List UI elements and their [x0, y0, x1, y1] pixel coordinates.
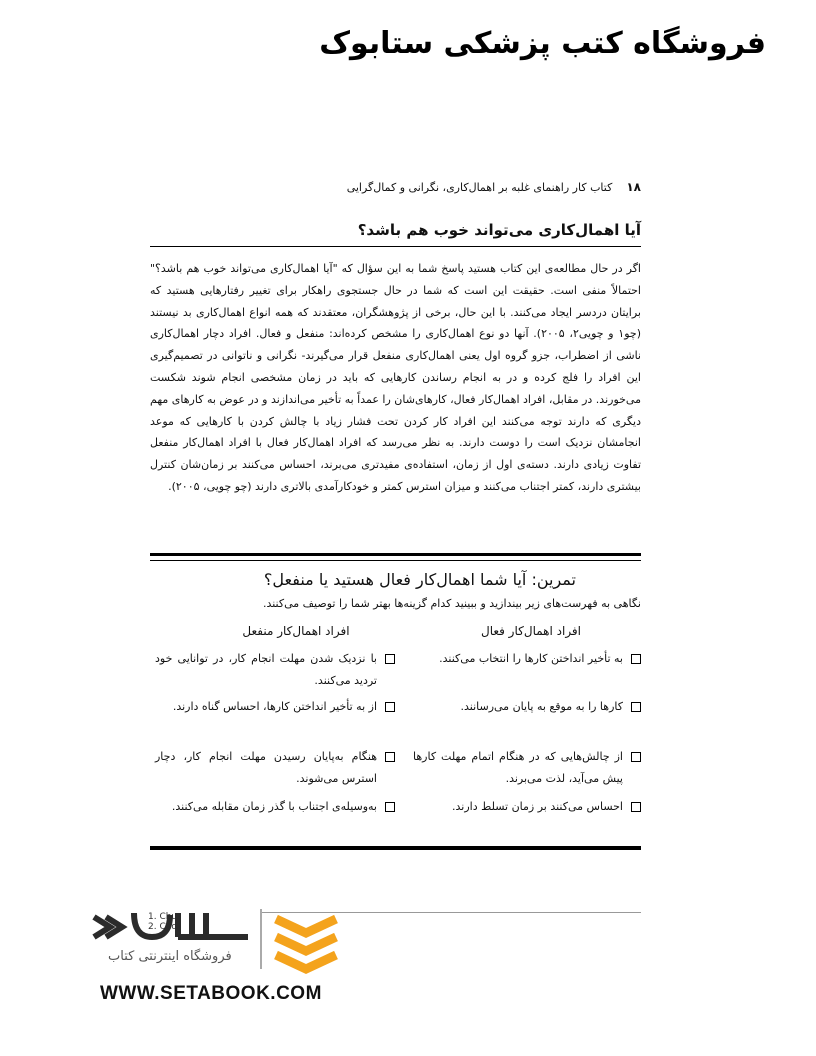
running-head: [150, 180, 641, 194]
exercise-top-rule-thin: [150, 560, 641, 561]
active-item: احساس می‌کنند بر زمان تسلط دارند.: [413, 796, 641, 818]
active-item: از چالش‌هایی که در هنگام اتمام مهلت کارها پیش می‌آید، لذت می‌برند.: [413, 746, 641, 790]
passive-column-heading: افراد اهمال‌کار منفعل: [242, 624, 350, 638]
section-title: آیا اهمال‌کاری می‌تواند خوب هم باشد؟: [357, 221, 641, 239]
checkbox[interactable]: [385, 654, 395, 664]
body-paragraph: اگر در حال مطالعه‌ی این کتاب هستید پاسخ شما به این سؤال که "آیا اهمال‌کاری می‌تواند خوب هم باشد؟" احتمالاً منفی است. حقیقت این است که شما در حال جستجوی راهکار برای تغییر رفتارهایی هستید که برایتان دردسر ایجاد می‌کنند. با این حال، برخی از پژوهشگران، معتقدند که همه انواع اهمال‌کاری بد نیستند (چو۱ و چویی۲، ۲۰۰۵). آنها دو نوع اهمال‌کاری را مشخص کرده‌اند: منفعل و فعال. افراد دچار اهمال‌کاری ناشی از اضطراب، جزو گروه اول یعنی اهمال‌کاری منفعل قرار می‌گیرند- نگرانی و ناتوانی در تصمیم‌گیری این افراد را فلج کرده و در به انجام رساندن کارهایی که باید در زمان مشخصی انجام شوند شکست می‌خورند. در مقابل، افراد اهمال‌کار فعال، کارهای‌شان را عمداً به تأخیر می‌اندازند و در عوض به کارهای مهم دیگری که دارند توجه می‌کنند این افراد کار کردن تحت فشار زیاد با چالش کردن با کارهایی که موعد انجامشان نزدیک است را دوست دارند. به نظر می‌رسد که افراد اهمال‌کار فعال با افراد اهمال‌کار منفعل تفاوت زیادی دارند. دسته‌ی اول از زمان، استفاده‌ی مفیدتری می‌برند، احساس می‌کنند بر زمان‌شان کنترل بیشتری دارند، کمتر اجتناب می‌کنند و میزان استرس کمتر و خودکارآمدی بالاتری دارند (چو چویی، ۲۰۰۵).: [150, 262, 641, 493]
page-number: ۱۸: [626, 180, 641, 194]
active-item: به تأخیر انداختن کارها را انتخاب می‌کنند.: [413, 648, 641, 670]
exercise-top-rule: [150, 553, 641, 556]
book-title: کتاب کار راهنمای غلبه بر اهمال‌کاری، نگرانی و کمال‌گرایی: [346, 181, 613, 194]
exercise-title: تمرین: آیا شما اهمال‌کار فعال هستید یا منفعل؟: [263, 570, 576, 589]
exercise-bottom-rule: [150, 846, 641, 850]
passive-item: با نزدیک شدن مهلت انجام کار، در توانایی خود تردید می‌کنند.: [155, 648, 395, 692]
active-column-heading: افراد اهمال‌کار فعال: [480, 624, 582, 638]
passive-item: هنگام به‌پایان رسیدن مهلت انجام کار، دچار استرس می‌شوند.: [155, 746, 395, 790]
checkbox[interactable]: [385, 802, 395, 812]
section-rule: [150, 246, 641, 247]
footnote: 2. Choi: [148, 922, 180, 932]
active-item: کارها را به موقع به پایان می‌رسانند.: [413, 696, 641, 718]
checkbox[interactable]: [385, 702, 395, 712]
exercise-intro: نگاهی به فهرست‌های زیر بیندازید و ببینید کدام گزینه‌ها بهتر شما را توصیف می‌کنند.: [262, 597, 641, 610]
logo-subtitle: فروشگاه اینترنتی کتاب: [108, 949, 232, 964]
checkbox[interactable]: [385, 752, 395, 762]
footnote: 1. Chu: [148, 912, 178, 922]
checkbox[interactable]: [631, 752, 641, 762]
store-title: فروشگاه کتب پزشکی ستابوک: [319, 26, 766, 61]
passive-item: از به تأخیر انداختن کارها، احساس گناه دارند.: [155, 696, 395, 718]
checkbox[interactable]: [631, 802, 641, 812]
checkbox[interactable]: [631, 654, 641, 664]
logo-url[interactable]: WWW.SETABOOK.COM: [100, 983, 322, 1004]
passive-item: به‌وسیله‌ی اجتناب با گذر زمان مقابله می‌کنند.: [155, 796, 395, 818]
checkbox[interactable]: [631, 702, 641, 712]
